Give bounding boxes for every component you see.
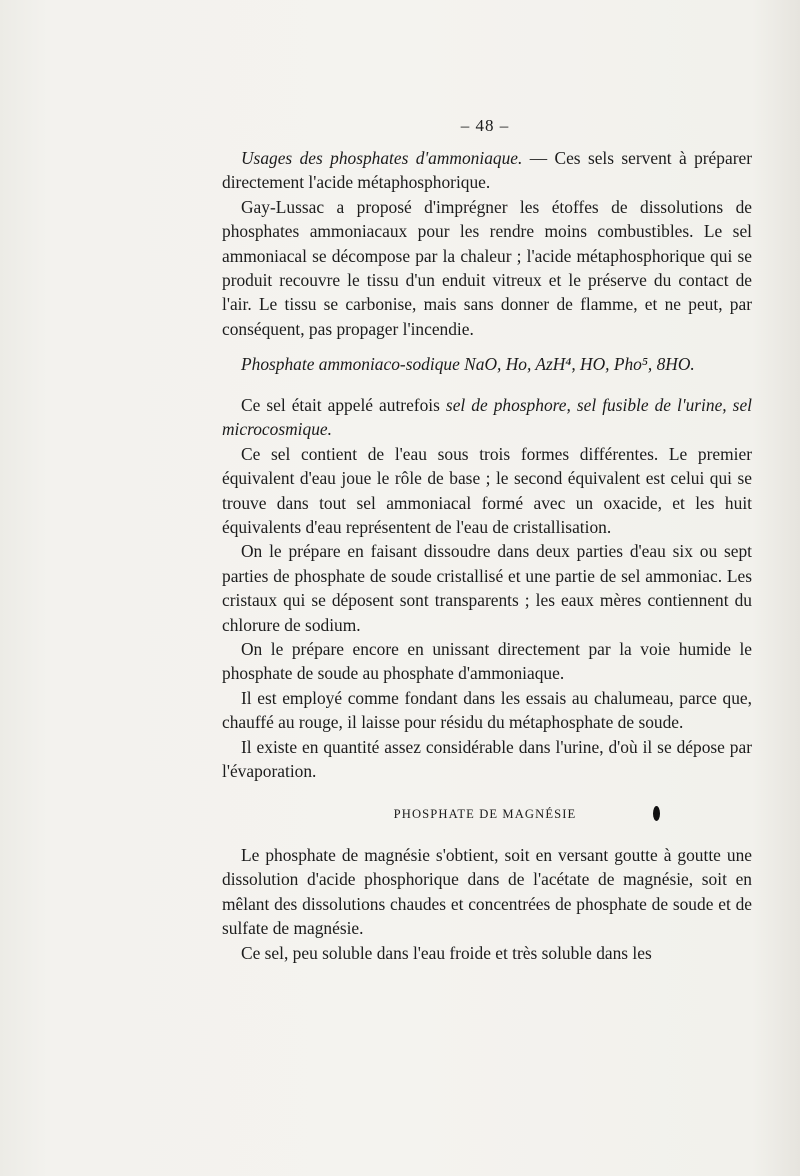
ammoniaco-paragraph-2: Ce sel contient de l'eau sous trois formes différentes. Le premier équivalent d'eau joue le rôle de base ; le second équivalent est celui qui se trouve dans tout sel ammoniacal formé avec un oxacide, et les huit équivalents d'eau représentent de l'eau de cristallisation.	[222, 443, 752, 538]
usages-paragraph-1	[222, 146, 752, 195]
ammoniaco-paragraph-4: On le prépare encore en unissant directement par la voie humide le phosphate de soude au phosphate d'ammoniaque.	[222, 639, 752, 684]
ink-blot-mark	[653, 806, 660, 821]
ammoniaco-synonyms: sel de phosphore, sel fusible de l'urine, sel microcosmique.	[222, 395, 752, 440]
ammoniaco-paragraph-1	[222, 393, 752, 442]
usages-paragraph-2: Gay-Lussac a proposé d'imprégner les étoffes de dissolutions de phosphates ammoniacaux pour les rendre moins combustibles. Le sel ammoniacal se décompose par la chaleur ; l'acide métaphosphorique qui se produit recouvre le tissu d'un enduit vitreux et le préserve du contact de l'air. Le tissu se carbonise, mais sans donner de flamme, et ne peut, par conséquent, pas propager l'incendie.	[222, 196, 752, 339]
page-number: – 48 –	[460, 116, 510, 135]
magnesie-paragraph-2: Ce sel, peu soluble dans l'eau froide et très soluble dans les	[241, 942, 652, 963]
usages-paragraph-1-text: — Ces sels servent à préparer directement l'acide métaphosphorique.	[222, 148, 752, 193]
usages-heading: Usages des phosphates d'ammoniaque.	[241, 148, 523, 168]
ammoniaco-formula: NaO, Ho, AzH⁴, HO, Pho⁵, 8HO.	[464, 354, 695, 374]
ammoniaco-paragraph-3: On le prépare en faisant dissoudre dans deux parties d'eau six ou sept parties de phosphate de soude cristallisé et une partie de sel ammoniac. Les cristaux qui se déposent sont transparents ; les eaux mères contiennent du chlorure de sodium.	[222, 541, 752, 635]
ammoniaco-section	[222, 393, 752, 784]
usages-section	[222, 146, 752, 341]
magnesie-section	[222, 843, 752, 965]
ammoniaco-paragraph-5: Il est employé comme fondant dans les essais au chalumeau, parce que, chauffé au rouge, il laisse pour résidu du métaphosphate de soude.	[222, 687, 752, 733]
ammoniaco-paragraph-1-text: Ce sel était appelé autrefois	[241, 395, 446, 415]
ammoniaco-paragraph-6: Il existe en quantité assez considérable dans l'urine, d'où il se dépose par l'évaporation.	[222, 736, 752, 782]
magnesie-paragraph-1: Le phosphate de magnésie s'obtient, soit en versant goutte à goutte une dissolution d'acide phosphorique dans de l'acétate de magnésie, soit en mêlant des dissolutions chaudes et concentrées de phosphate de soude et de sulfate de magnésie.	[222, 845, 752, 939]
ammoniaco-title: Phosphate ammoniaco-sodique	[241, 354, 460, 374]
ammoniaco-heading	[222, 352, 752, 376]
magnesie-heading: PHOSPHATE DE MAGNÉSIE	[393, 807, 577, 821]
